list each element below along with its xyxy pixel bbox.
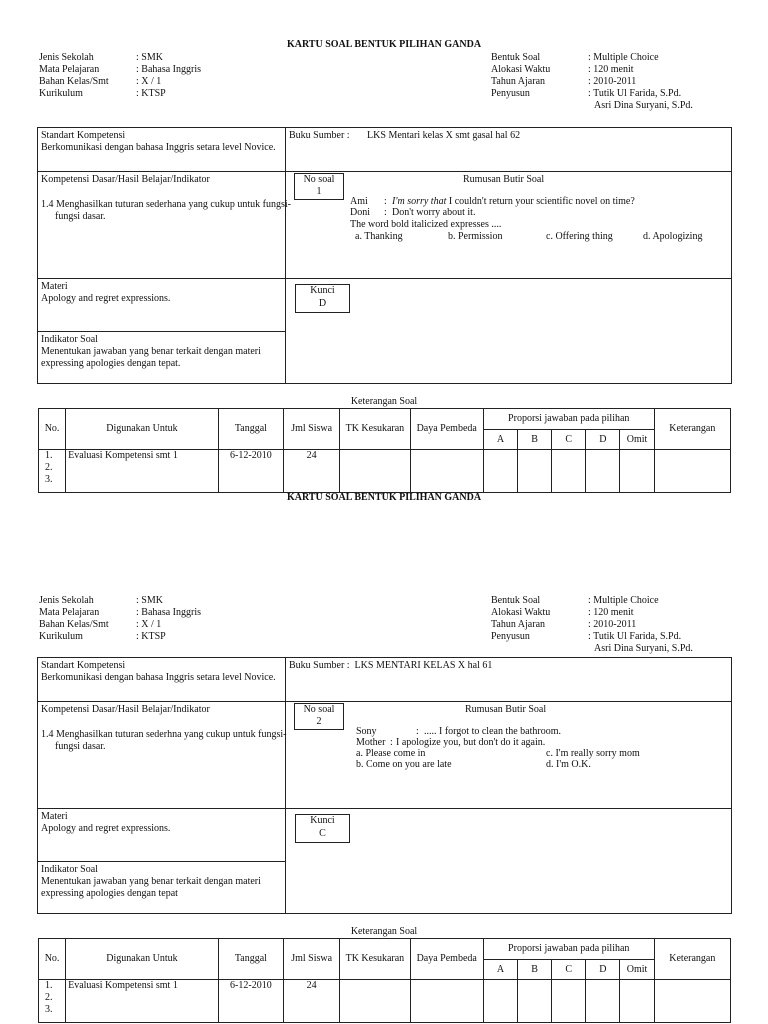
th-digunakan: Digunakan Untuk — [66, 939, 219, 980]
row-num: 1. — [45, 980, 53, 991]
info-label: Bahan Kelas/Smt — [39, 619, 109, 630]
standar-text: Berkomunikasi dengan bahasa Inggris setara level Novice. — [41, 142, 276, 153]
cell-digunakan: Evaluasi Kompetensi smt 1 — [66, 450, 219, 493]
info-value: : X / 1 — [136, 619, 162, 630]
info-label: Mata Pelajaran — [39, 607, 100, 618]
cell-empty — [483, 450, 517, 493]
dialog-speaker: Ami — [350, 196, 368, 207]
row-num: 2. — [45, 462, 53, 473]
dialog-speaker: Doni — [350, 207, 370, 218]
materi-text: Apology and regret expressions. — [41, 823, 171, 834]
option-b: b. Permission — [448, 231, 503, 242]
row-numbers — [39, 980, 66, 1023]
cell-empty — [410, 980, 483, 1023]
kd-text: 1.4 Menghasilkan tuturan sederhana yang cukup untuk fungsi-fungsi dasar. — [41, 199, 291, 222]
cell-tanggal: 6-12-2010 — [218, 450, 283, 493]
row-num: 3. — [45, 474, 53, 485]
th-tanggal: Tanggal — [218, 409, 283, 450]
row-num: 2. — [45, 992, 53, 1003]
cell-empty — [518, 980, 552, 1023]
option-a: a. Please come in — [356, 748, 426, 759]
divider — [37, 171, 732, 172]
divider — [37, 808, 732, 809]
info-label: Bentuk Soal — [491, 52, 541, 63]
buku-sumber: Buku Sumber : LKS Mentari kelas X smt gasal hal 62 — [289, 130, 521, 141]
standar-label: Standart Kompetensi — [41, 130, 126, 141]
row-num: 1. — [45, 450, 53, 461]
divider — [37, 861, 286, 862]
buku-sumber: Buku Sumber : LKS MENTARI KELAS X hal 61 — [289, 660, 493, 671]
info-value: : Tutik Ul Farida, S.Pd. — [588, 631, 682, 642]
keterangan-title: Keterangan Soal — [350, 396, 418, 407]
info-value: : KTSP — [136, 631, 166, 642]
dialog-italic: I'm sorry that — [392, 196, 447, 207]
divider — [285, 127, 286, 384]
th-keterangan: Keterangan — [654, 409, 730, 450]
no-soal-box — [294, 703, 344, 730]
info-label: Alokasi Waktu — [491, 607, 551, 618]
info-label: Tahun Ajaran — [491, 76, 546, 87]
card-title: KARTU SOAL BENTUK PILIHAN GANDA — [286, 492, 482, 503]
cell-empty — [654, 980, 730, 1023]
kunci-value: D — [318, 298, 327, 309]
option-a: a. Thanking — [355, 231, 403, 242]
info-value: : Bahasa Inggris — [136, 607, 201, 618]
th-daya: Daya Pembeda — [410, 409, 483, 450]
cell-empty — [586, 980, 620, 1023]
dialog-text: I apologize you, but don't do it again. — [396, 737, 546, 748]
th-omit: Omit — [620, 960, 654, 980]
info-label: Jenis Sekolah — [39, 52, 94, 63]
th-proporsi: Proporsi jawaban pada pilihan — [483, 409, 654, 430]
cell-jml: 24 — [284, 980, 340, 1023]
cell-empty — [620, 980, 654, 1023]
info-label: Kurikulum — [39, 88, 83, 99]
info-value: : 2010-2011 — [588, 619, 637, 630]
dialog-text: ..... I forgot to clean the bathroom. — [424, 726, 562, 737]
question-text: The word bold italicized expresses .... — [350, 219, 502, 230]
indikator-text: Menentukan jawaban yang benar terkait dengan materi expressing apologies dengan tepat. — [41, 346, 261, 369]
th-tk: TK Kesukaran — [340, 409, 410, 450]
th-no: No. — [39, 409, 66, 450]
info-value: : 120 menit — [588, 607, 634, 618]
penyusun-2: Asri Dina Suryani, S.Pd. — [594, 100, 693, 111]
cell-empty — [340, 980, 410, 1023]
standar-label: Standart Kompetensi — [41, 660, 126, 671]
info-label: Kurikulum — [39, 631, 83, 642]
option-d: d. I'm O.K. — [546, 759, 591, 770]
no-soal-number: 1 — [316, 186, 322, 197]
right-info — [491, 52, 693, 112]
th-omit: Omit — [620, 430, 654, 450]
th-keterangan: Keterangan — [654, 939, 730, 980]
dialog-line — [350, 207, 475, 219]
th-b: B — [518, 430, 552, 450]
cell-empty — [552, 450, 586, 493]
no-soal-number: 2 — [316, 716, 322, 727]
keterangan-table — [38, 938, 731, 1023]
info-label: Penyusun — [491, 631, 530, 642]
info-label: Mata Pelajaran — [39, 64, 100, 75]
cell-digunakan: Evaluasi Kompetensi smt 1 — [66, 980, 219, 1023]
dialog-speaker: Sony — [356, 726, 377, 737]
cell-empty — [586, 450, 620, 493]
dialog-colon: : — [384, 207, 387, 218]
row-num: 3. — [45, 1004, 53, 1015]
th-d: D — [586, 960, 620, 980]
kunci-label: Kunci — [310, 815, 335, 826]
th-jml: Jml Siswa — [284, 939, 340, 980]
divider — [37, 278, 732, 279]
indikator-label: Indikator Soal — [41, 334, 98, 345]
th-digunakan: Digunakan Untuk — [66, 409, 219, 450]
materi-label: Materi — [41, 811, 68, 822]
th-jml: Jml Siswa — [284, 409, 340, 450]
keterangan-title: Keterangan Soal — [350, 926, 418, 937]
th-tanggal: Tanggal — [218, 939, 283, 980]
info-label: Penyusun — [491, 88, 530, 99]
cell-jml: 24 — [284, 450, 340, 493]
info-value: : 2010-2011 — [588, 76, 637, 87]
info-value: : Tutik Ul Farida, S.Pd. — [588, 88, 682, 99]
info-value: : SMK — [136, 52, 163, 63]
kd-text: 1.4 Menghasilkan tuturan sederhna yang cukup untuk fungsi-fungsi dasar. — [41, 729, 287, 752]
cell-empty — [483, 980, 517, 1023]
info-label: Bahan Kelas/Smt — [39, 76, 109, 87]
cell-empty — [518, 450, 552, 493]
th-proporsi: Proporsi jawaban pada pilihan — [483, 939, 654, 960]
th-c: C — [552, 960, 586, 980]
divider — [285, 657, 286, 914]
no-soal-label: No soal — [303, 704, 335, 715]
left-info — [39, 595, 201, 643]
option-c: c. Offering thing — [546, 231, 613, 242]
option-d: d. Apologizing — [643, 231, 703, 242]
kunci-label: Kunci — [310, 285, 335, 296]
info-value: : KTSP — [136, 88, 166, 99]
card-title: KARTU SOAL BENTUK PILIHAN GANDA — [286, 39, 482, 50]
info-label: Jenis Sekolah — [39, 595, 94, 606]
cell-empty — [340, 450, 410, 493]
info-label: Tahun Ajaran — [491, 619, 546, 630]
cell-empty — [654, 450, 730, 493]
option-c: c. I'm really sorry mom — [546, 748, 640, 759]
materi-text: Apology and regret expressions. — [41, 293, 171, 304]
cell-tanggal: 6-12-2010 — [218, 980, 283, 1023]
th-a: A — [483, 960, 517, 980]
divider — [37, 701, 732, 702]
dialog-speaker: Mother — [356, 737, 386, 748]
th-d: D — [586, 430, 620, 450]
indikator-text: Menentukan jawaban yang benar terkait dengan materi expressing apologies dengan tepat — [41, 876, 261, 899]
table-row — [39, 450, 731, 493]
th-no: No. — [39, 939, 66, 980]
kunci-value: C — [319, 828, 326, 839]
table-row — [39, 980, 731, 1023]
left-info — [39, 52, 201, 100]
info-label: Alokasi Waktu — [491, 64, 551, 75]
th-daya: Daya Pembeda — [410, 939, 483, 980]
cell-empty — [552, 980, 586, 1023]
no-soal-box — [294, 173, 344, 200]
info-value: : 120 menit — [588, 64, 634, 75]
kunci-box — [295, 814, 350, 843]
dialog-colon: : — [390, 737, 393, 748]
th-tk: TK Kesukaran — [340, 939, 410, 980]
dialog-text: I couldn't return your scientific novel on time? — [446, 196, 635, 207]
info-label: Bentuk Soal — [491, 595, 541, 606]
info-value: : Multiple Choice — [588, 52, 659, 63]
standar-text: Berkomunikasi dengan bahasa Inggris setara level Novice. — [41, 672, 276, 683]
materi-label: Materi — [41, 281, 68, 292]
no-soal-label: No soal — [303, 174, 335, 185]
dialog-text: Don't worry about it. — [392, 207, 476, 218]
dialog-colon: : — [384, 196, 387, 207]
penyusun-2: Asri Dina Suryani, S.Pd. — [594, 643, 693, 654]
kd-label: Kompetensi Dasar/Hasil Belajar/Indikator — [41, 174, 210, 185]
rumusan-label: Rumusan Butir Soal — [463, 174, 545, 185]
kd-label: Kompetensi Dasar/Hasil Belajar/Indikator — [41, 704, 210, 715]
cell-empty — [620, 450, 654, 493]
cell-empty — [410, 450, 483, 493]
indikator-label: Indikator Soal — [41, 864, 98, 875]
th-c: C — [552, 430, 586, 450]
info-value: : SMK — [136, 595, 163, 606]
info-value: : Multiple Choice — [588, 595, 659, 606]
divider — [37, 331, 286, 332]
dialog-colon: : — [416, 726, 419, 737]
th-a: A — [483, 430, 517, 450]
info-value: : X / 1 — [136, 76, 162, 87]
rumusan-label: Rumusan Butir Soal — [465, 704, 547, 715]
option-b: b. Come on you are late — [356, 759, 452, 770]
info-value: : Bahasa Inggris — [136, 64, 201, 75]
th-b: B — [518, 960, 552, 980]
kunci-box — [295, 284, 350, 313]
keterangan-table — [38, 408, 731, 493]
row-numbers — [39, 450, 66, 493]
right-info — [491, 595, 693, 655]
